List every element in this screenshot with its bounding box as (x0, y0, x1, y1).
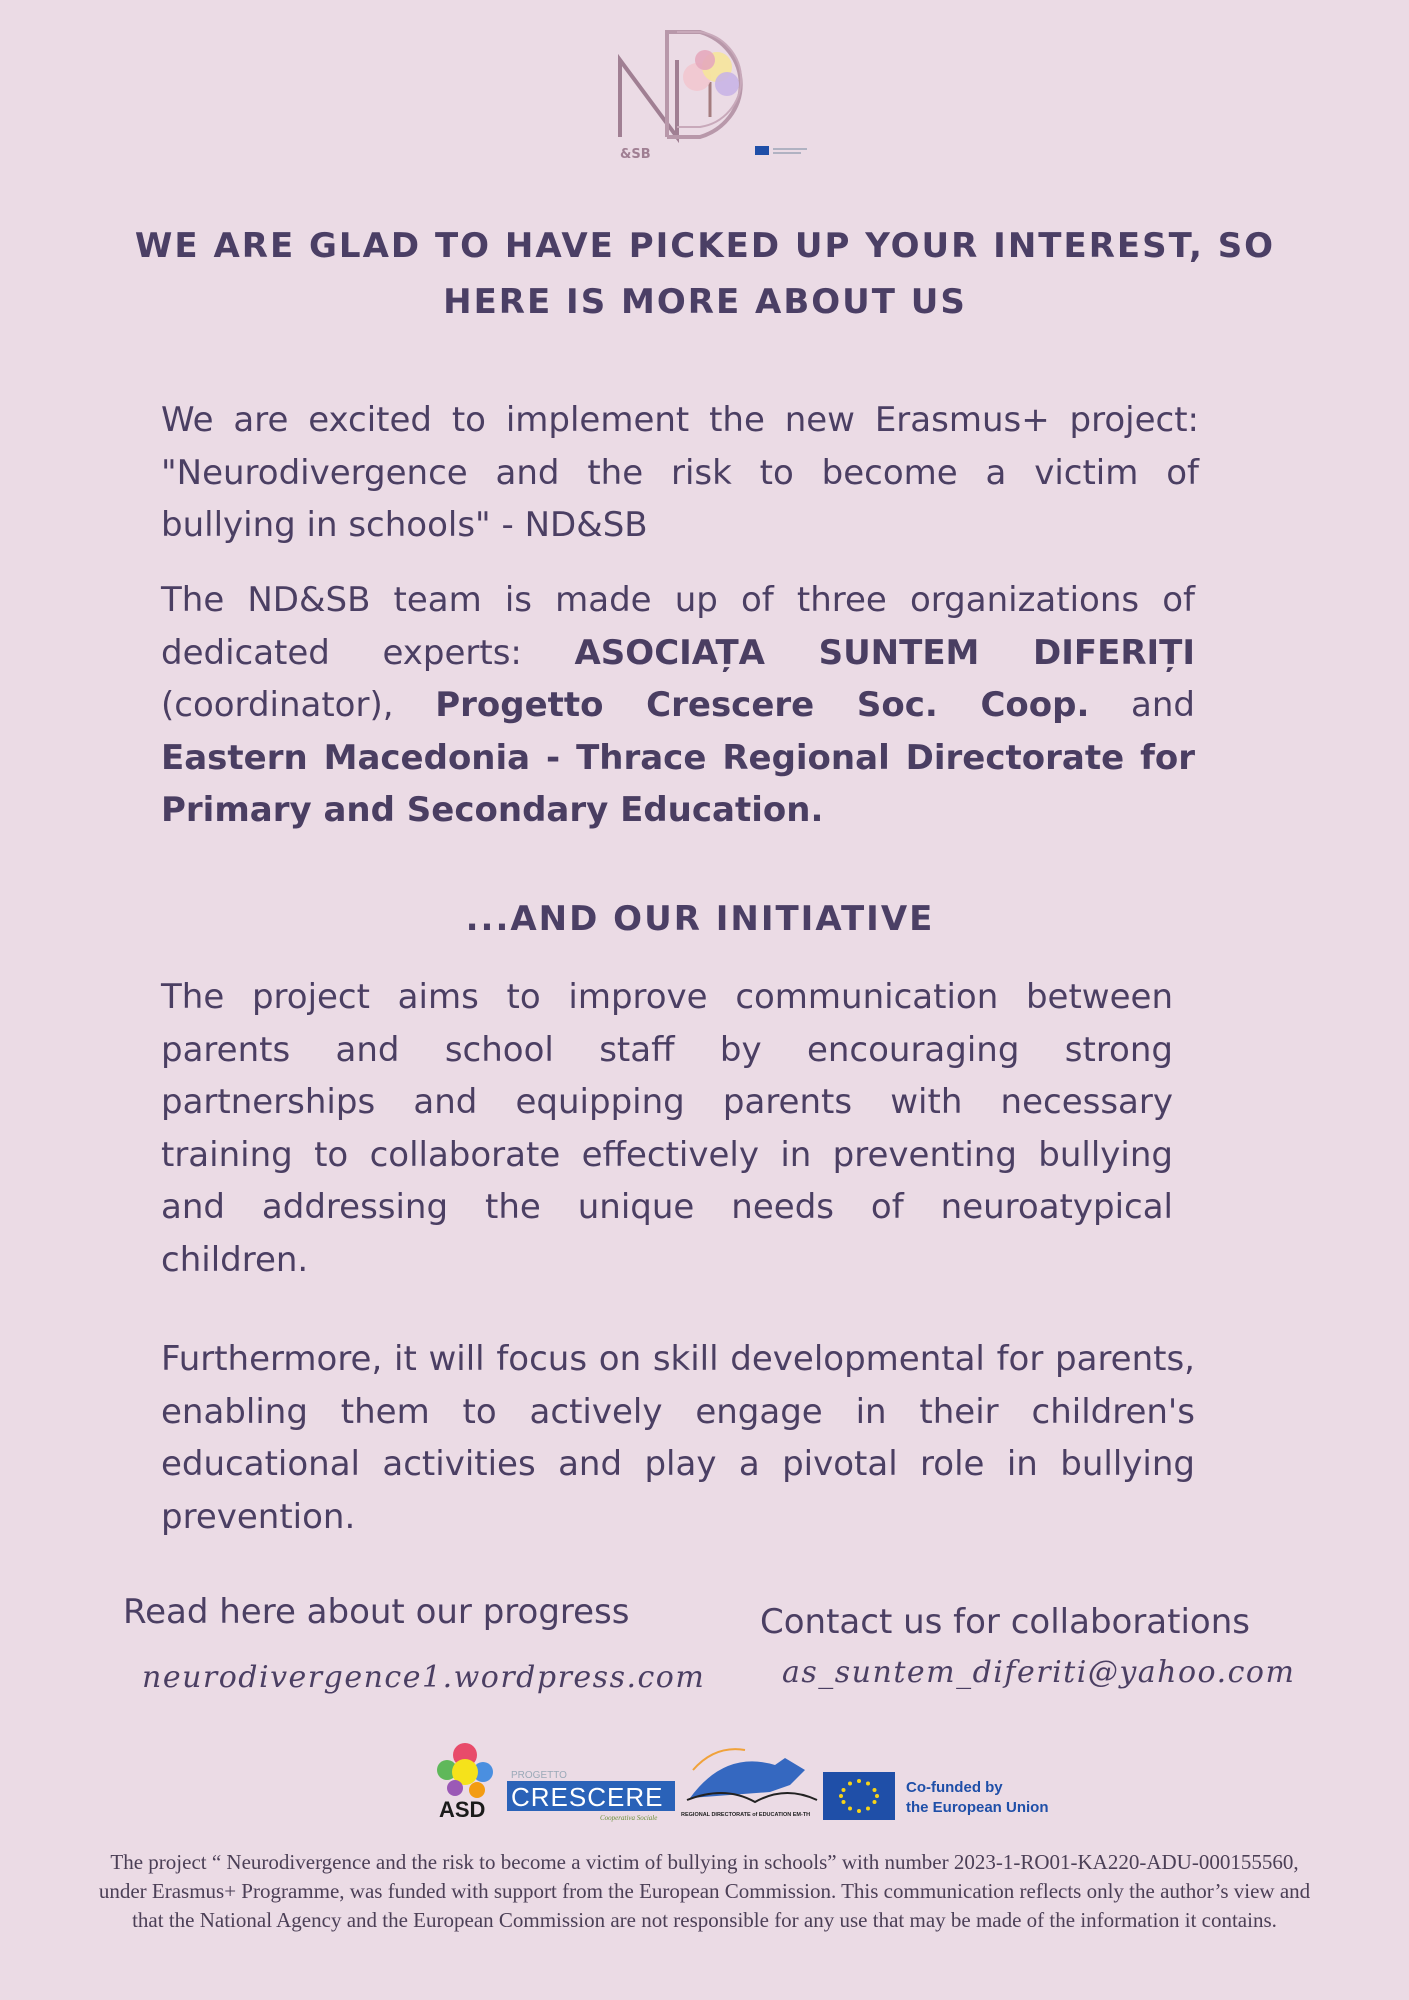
org-progetto-crescere: Progetto Crescere Soc. Coop. (435, 685, 1090, 725)
intro-paragraph: We are excited to implement the new Erasmus+ project: "Neurodivergence and the risk to become a victim of bullying in schools" - ND&SB (161, 400, 1199, 545)
asd-logo (437, 1743, 493, 1822)
email-link[interactable]: as_suntem_diferiti@yahoo.com (782, 1655, 1296, 1690)
crescere-sub-text: Cooperativa Sociale (600, 1814, 658, 1822)
org1-role: (coordinator), (161, 685, 436, 725)
team-lead-text: The ND&SB team is made up of three organizations of dedicated experts: (161, 580, 1195, 673)
contact-label: Contact us for collaborations (760, 1602, 1250, 1642)
progetto-text: PROGETTO (511, 1770, 567, 1781)
team-paragraph (161, 574, 1195, 837)
and-text: and (1089, 685, 1195, 725)
directorate-logo (681, 1749, 817, 1818)
org-regional-directorate: Eastern Macedonia - Thrace Regional Directorate for Primary and Secondary Education. (161, 737, 1195, 830)
eu-flag-logo (823, 1772, 1049, 1820)
blog-link[interactable]: neurodivergence1.wordpress.com (142, 1660, 706, 1695)
page-heading: WE ARE GLAD TO HAVE PICKED UP YOUR INTEREST, SO HERE IS MORE ABOUT US (134, 226, 1276, 322)
initiative-heading: ...AND OUR INITIATIVE (465, 899, 935, 939)
nd-sb-logo (605, 22, 820, 162)
asd-logo-text: ASD (439, 1797, 486, 1822)
org-asd: ASOCIAȚA SUNTEM DIFERIȚI (574, 632, 1195, 673)
eu-line-1: Co-funded by (906, 1779, 1003, 1796)
directorate-text: REGIONAL DIRECTORATE of EDUCATION EM-TH (681, 1812, 811, 1818)
furthermore-paragraph: Furthermore, it will focus on skill developmental for parents, enabling them to actively engage in their children's educational activities and play a pivotal role in bullying prevention. (161, 1339, 1195, 1537)
funding-disclaimer: The project “ Neurodivergence and the risk to become a victim of bullying in schools” with number 2023-1-RO01-KA220-ADU-000155560, under Erasmus+ Programme, was funded with support from the European Commission. This communication reflects only the author’s view and that the National Agency and the European Commission are not responsible for any use that may be made of the information it contains. (98, 1850, 1311, 1932)
crescere-text: CRESCERE (511, 1782, 664, 1812)
tree-icon (683, 50, 739, 117)
logo-sub-text: &SB (620, 147, 651, 162)
partner-logos (425, 1730, 1065, 1822)
eu-flag-small (755, 146, 769, 155)
crescere-logo (507, 1770, 675, 1822)
eu-line-2: the European Union (906, 1799, 1049, 1816)
progress-label: Read here about our progress (123, 1592, 630, 1632)
aims-paragraph: The project aims to improve communication between parents and school staff by encouraging strong partnerships and equipping parents with necessary training to collaborate effectively in preventing bullying and addressing the unique needs of neuroatypical children. (161, 977, 1173, 1280)
